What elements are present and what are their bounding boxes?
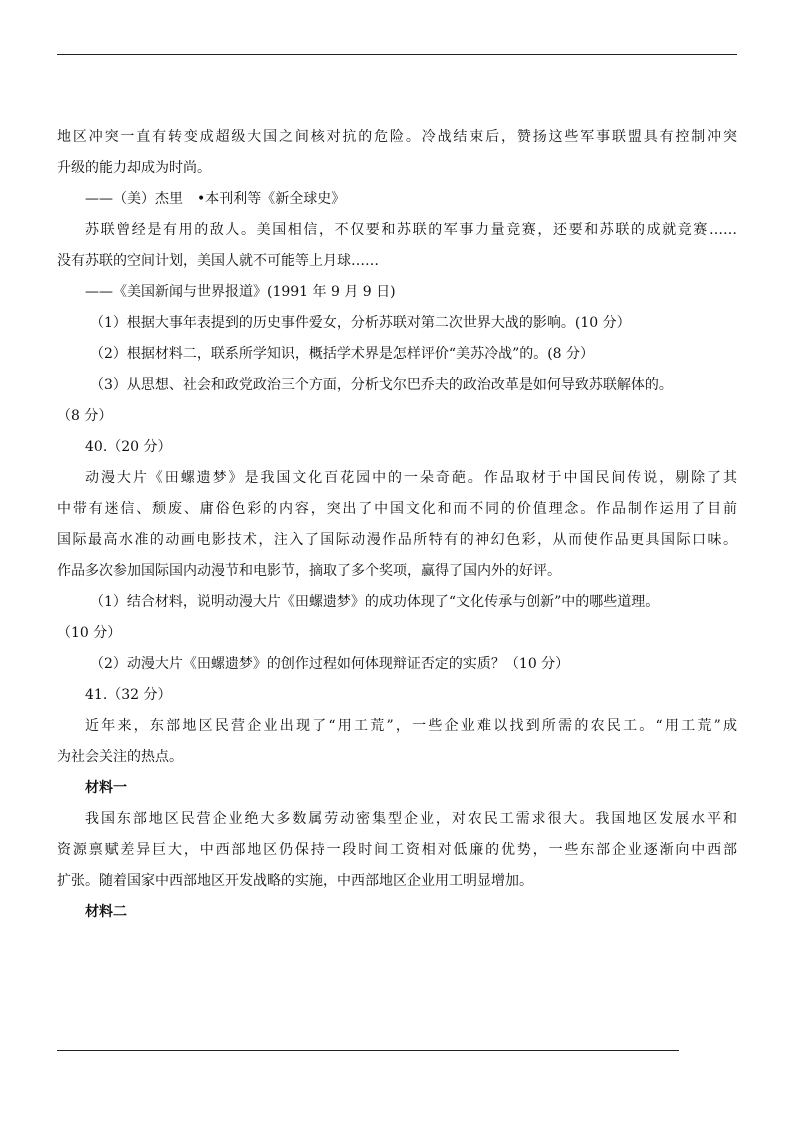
document-body <box>57 122 737 928</box>
citation-line: ——（美）杰里 •本刊利等《新全球史》 <box>85 191 346 207</box>
section-heading: 材料二 <box>85 904 127 920</box>
question-line: （3）从思想、社会和政党政治三个方面，分析戈尔巴乔夫的政治改革是如何导致苏联解体的。 <box>90 377 673 393</box>
question-line: （8 分） <box>57 408 113 424</box>
text-line: 中带有迷信、颓废、庸俗色彩的内容，突出了中国文化和而不同的价值理念。作品制作运用了目前 <box>57 501 737 517</box>
text-line: 我国东部地区民营企业绝大多数属劳动密集型企业，对农民工需求很大。我国地区发展水平和 <box>85 811 737 827</box>
question-line: （2）根据材料二，联系所学知识，概括学术界是怎样评价“美苏冷战”的。(8 分） <box>90 346 595 362</box>
text-line: 为社会关注的热点。 <box>57 749 183 765</box>
text-line: 没有苏联的空间计划，美国人就不可能等上月球…… <box>57 253 379 269</box>
citation-line: ——《美国新闻与世界报道》(1991 年 9 月 9 日) <box>85 284 396 300</box>
text-line: 扩张。随着国家中西部地区开发战略的实施，中西部地区企业用工明显增加。 <box>57 873 533 889</box>
text-line: 作品多次参加国际国内动漫节和电影节，摘取了多个奖项，赢得了国内外的好评。 <box>57 563 561 579</box>
text-line: 地区冲突一直有转变成超级大国之间核对抗的危险。冷战结束后，赞扬这些军事联盟具有控制冲突 <box>57 129 737 145</box>
text-line: 近年来，东部地区民营企业出现了“用工荒”，一些企业难以找到所需的农民工。“用工荒”成 <box>85 718 737 734</box>
question-line: （2）动漫大片《田螺遗梦》的创作过程如何体现辩证否定的实质？（10 分） <box>90 656 570 672</box>
text-line: 资源禀赋差异巨大，中西部地区仍保持一段时间工资相对低廉的优势，一些东部企业逐渐向中西部 <box>57 842 737 858</box>
text-line: 升级的能力却成为时尚。 <box>57 160 211 176</box>
question-number: 40.（20 分） <box>85 439 172 455</box>
text-line: 动漫大片《田螺遗梦》是我国文化百花园中的一朵奇葩。作品取材于中国民间传说，剔除了其 <box>85 470 737 486</box>
header-rule <box>57 54 737 55</box>
question-number: 41.（32 分） <box>85 687 172 703</box>
question-line: （10 分） <box>57 625 122 641</box>
section-heading: 材料一 <box>85 780 127 796</box>
text-line: 苏联曾经是有用的敌人。美国相信，不仅要和苏联的军事力量竞赛，还要和苏联的成就竞赛…… <box>85 222 737 238</box>
text-line: 国际最高水准的动画电影技术，注入了国际动漫作品所特有的神幻色彩，从而使作品更具国际口味。 <box>57 532 737 548</box>
footer-rule <box>57 1050 679 1051</box>
question-line: （1）结合材料，说明动漫大片《田螺遗梦》的成功体现了“文化传承与创新”中的哪些道理。 <box>90 594 660 610</box>
question-line: （1）根据大事年表提到的历史事件爱女，分析苏联对第二次世界大战的影响。(10 分） <box>90 315 631 331</box>
